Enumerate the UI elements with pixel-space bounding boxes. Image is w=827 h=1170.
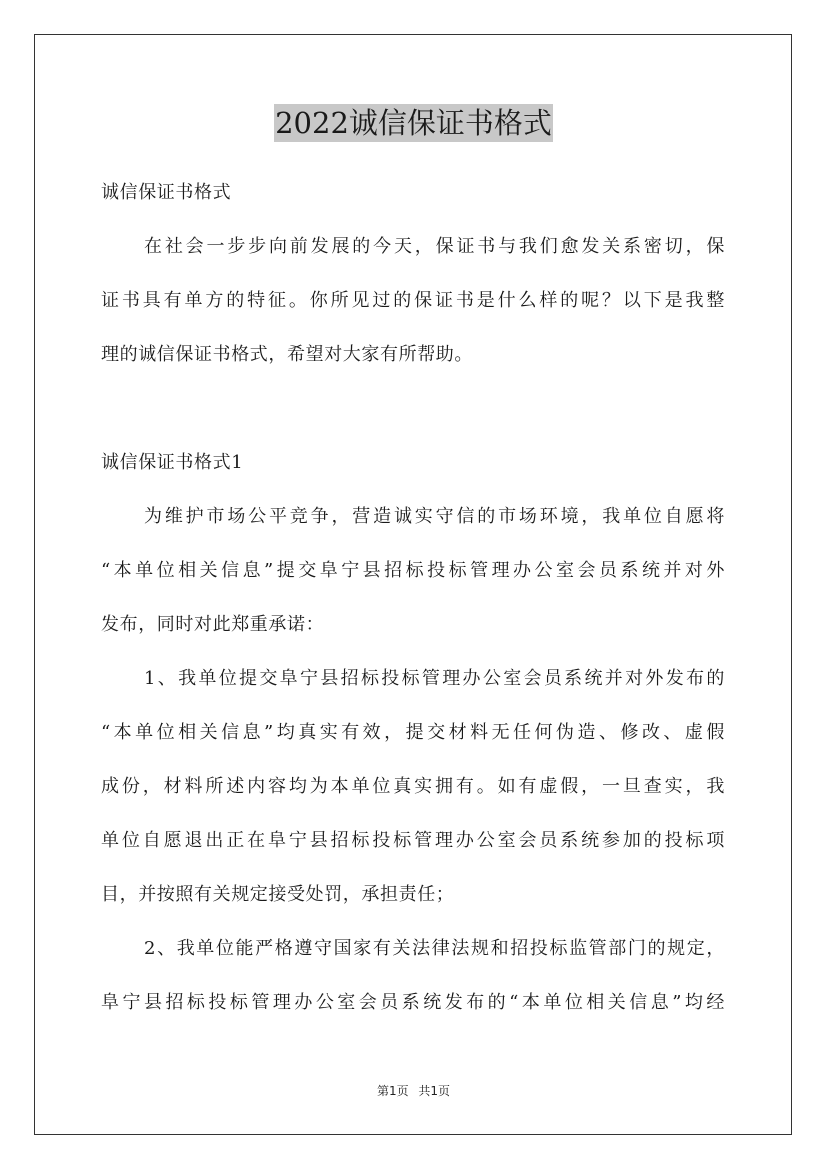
page-number: 第1页 (376, 1084, 409, 1098)
body-line-1: 为维护市场公平竞争，营造诚实守信的市场环境，我单位自愿将 (144, 506, 725, 527)
body-line-7: 单位自愿退出正在阜宁县招标投标管理办公室会员系统参加的投标项 (101, 830, 725, 851)
body-line-6: 成份，材料所述内容均为本单位真实拥有。如有虚假，一旦查实，我 (101, 776, 725, 797)
section-heading: 诚信保证书格式1 (101, 452, 244, 473)
intro-line-2: 证书具有单方的特征。你所见过的保证书是什么样的呢？以下是我整 (101, 290, 725, 311)
body-line-3: 发布，同时对此郑重承诺： (101, 614, 325, 635)
body-line-8: 目，并按照有关规定接受处罚，承担责任； (101, 884, 455, 905)
document-body (101, 176, 725, 1040)
page-footer (0, 1083, 827, 1099)
page-total: 共1页 (418, 1084, 451, 1098)
body-line-2: “本单位相关信息”提交阜宁县招标投标管理办公室会员系统并对外 (101, 560, 725, 581)
subtitle: 诚信保证书格式 (101, 182, 232, 203)
title-container (0, 104, 827, 142)
document-title: 2022诚信保证书格式 (275, 106, 552, 140)
intro-line-3: 理的诚信保证书格式，希望对大家有所帮助。 (101, 344, 473, 365)
body-line-9: 2、我单位能严格遵守国家有关法律法规和招投标监管部门的规定， (144, 938, 725, 959)
intro-line-1: 在社会一步步向前发展的今天，保证书与我们愈发关系密切，保 (144, 236, 725, 257)
body-line-4: 1、我单位提交阜宁县招标投标管理办公室会员系统并对外发布的 (144, 668, 725, 689)
paragraph-gap (101, 392, 725, 446)
body-line-5: “本单位相关信息”均真实有效，提交材料无任何伪造、修改、虚假 (101, 722, 725, 743)
body-line-10: 阜宁县招标投标管理办公室会员系统发布的“本单位相关信息”均经 (101, 992, 725, 1013)
